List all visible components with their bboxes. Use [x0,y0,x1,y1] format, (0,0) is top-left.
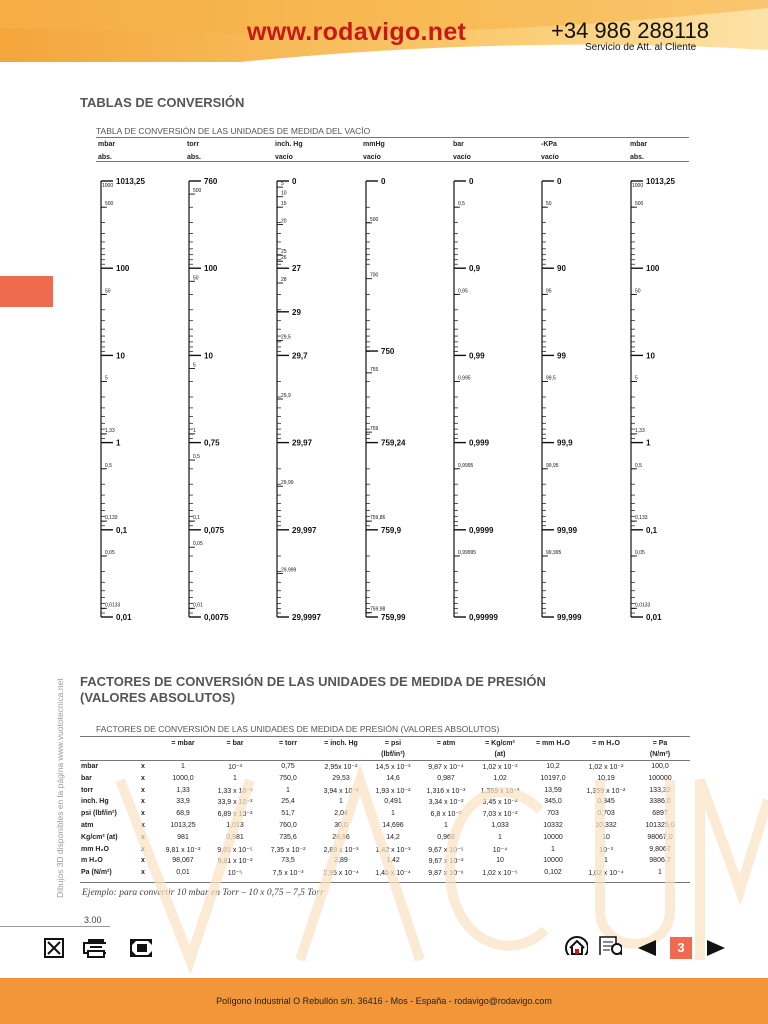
scale-minor-label: 0,0133 [635,602,651,609]
pressure-cell: 1,033 [491,822,509,829]
scale-minor-label: 5 [193,362,196,369]
pressure-cell: 30,0 [334,822,348,829]
multiply-sign: x [141,798,145,806]
pressure-cell: 1,33 [176,786,190,794]
scale-minor-label: 0,5 [635,462,642,469]
scale-minor-label: 0,0133 [105,602,121,609]
pressure-cell: 981 [177,833,189,841]
pressure-cell: 7,35 x 10⁻² [270,846,306,854]
scale-major-label: 759,9 [381,525,402,535]
pressure-cell: 2,04 [334,810,348,818]
multiply-sign: x [141,869,145,877]
pressure-column-header: = m H₂O [592,740,620,747]
scale-major-label: 0,1 [646,525,658,535]
scale-major-label: 759,24 [381,438,406,448]
scale-minor-label: 500 [370,216,379,223]
pressure-cell: 9,67 x 10⁻⁵ [428,846,464,854]
pressure-cell: 1 [391,810,395,818]
pressure-cell: 703 [547,810,559,818]
close-icon[interactable] [42,938,66,958]
scale-minor-label: 500 [635,201,644,208]
scale-minor-label: 25 [281,249,287,256]
scale-minor-label: 5 [635,375,638,382]
scale-major-label: 0,1 [116,525,128,535]
pressure-cell: 9806,7 [649,857,671,865]
pressure-cell: 10,19 [597,774,615,782]
scale-minor-label: 1000 [632,183,644,189]
pressure-cell: 0,987 [437,774,455,782]
scale-major-label: 1 [116,438,121,448]
pressure-cell: 28,96 [332,833,350,841]
pressure-column-subheader: (N/m²) [649,751,671,758]
scale-major-label: 0,01 [646,613,662,622]
pressure-cell: 735,6 [279,833,297,841]
scale-minor-label: 50 [546,201,552,208]
multiply-sign: x [141,763,145,770]
pressure-cell: 2,89 [334,857,348,865]
search-document-icon[interactable] [598,935,622,955]
column-unit: mbar [98,141,116,148]
pressure-cell: 13,59 [544,786,562,794]
pressure-cell: 0,75 [281,763,295,770]
column-mode: vacío [453,154,471,161]
scale-major-label: 0,0075 [204,613,229,622]
scale-minor-label: 99,5 [546,375,556,382]
scale-minor-label: 29,9 [281,393,291,399]
pressure-cell: 0,491 [384,798,402,806]
section-title-conversion-tables: TABLAS DE CONVERSIÓN [80,95,245,110]
pressure-cell: 1,02 [493,774,507,782]
pressure-cell: 0,703 [597,810,615,818]
pressure-cell: 1 [498,833,502,841]
column-mode: vacío [363,154,381,161]
scale-major-label: 1013,25 [646,177,675,186]
pressure-cell: 1013,25 [170,822,196,829]
pressure-column-subheader: (lbf/in²) [381,751,405,758]
column-unit: torr [187,141,200,148]
scale-minor-label: 0,95 [458,288,468,295]
pressure-cell: 1,02 x 10⁻⁴ [588,870,624,878]
scale-minor-label: 95 [546,288,552,295]
pressure-cell: 101325,0 [645,822,675,829]
pressure-cell: 33,9 x 10⁻³ [217,799,253,807]
pressure-cell: 10000 [543,857,563,865]
pressure-cell: 1000,0 [172,774,194,782]
pressure-cell: 73,5 [281,857,295,865]
pressure-column-header: = mbar [171,740,195,747]
pressure-row-label: m H₂O [81,857,103,865]
pressure-cell: 0,968 [437,833,455,841]
scale-minor-label: 755 [370,366,379,373]
scale-major-label: 1013,25 [116,177,145,186]
scale-minor-label: 0,9995 [458,462,474,469]
column-mode: abs. [187,154,202,161]
scale-minor-label: 500 [193,188,202,195]
scale-minor-label: 26 [281,255,287,262]
scale-major-label: 0,01 [116,613,132,622]
scale-major-label: 99,999 [557,613,582,622]
scale-major-label: 750 [381,347,395,357]
section-title-pressure-factors [80,674,680,706]
pressure-table-caption: FACTORES DE CONVERSIÓN DE LAS UNIDADES DE MEDIDA DE PRESIÓN (VALORES ABSOLUTOS) [96,724,500,734]
scale-major-label: 29,97 [292,438,313,448]
scale-minor-label: 10 [281,190,287,197]
pressure-column-header: = bar [226,740,244,747]
multiply-sign: x [141,845,145,853]
scale-minor-label: 15 [281,201,287,208]
scale-minor-label: 0,1 [193,515,200,522]
pressure-column-header: = inch. Hg [324,740,358,747]
scale-major-label: 10 [204,351,213,361]
column-unit: -KPa [541,141,557,148]
pressure-cell: 7,5 x 10⁻³ [272,870,304,878]
pressure-cell: 760,0 [279,822,297,829]
multiply-sign: x [141,810,145,818]
pressure-cell: 1 [339,798,343,806]
pressure-cell: 1 [444,822,448,829]
pressure-cell: 1 [286,786,290,794]
pressure-cell: 1,359 x 10⁻³ [480,787,520,795]
pressure-cell: 9,81 x 10⁻² [217,858,253,866]
scale-major-label: 0,75 [204,438,220,448]
pressure-row-label: Kg/cm² (at) [81,833,118,841]
scale-minor-label: 1,33 [105,427,115,434]
scale-minor-label: 50 [193,275,199,282]
pressure-cell: 25,4 [281,798,295,806]
scale-minor-label: 99,995 [546,549,562,556]
pressure-cell: 100,0 [651,763,669,770]
pressure-row-label: mm H₂O [81,845,110,853]
pressure-row-label: mbar [81,763,99,770]
scale-major-label: 29,997 [292,525,317,535]
pressure-column-header: = torr [278,740,298,747]
pressure-cell: 3,94 x 10⁻² [323,787,359,795]
footer [0,978,768,1024]
scale-major-label: 29,9997 [292,613,321,622]
pressure-cell: 6,8 x 10⁻² [430,811,462,819]
scale-minor-label: 1 [193,427,196,434]
pressure-cell: 9,81 x 10⁻² [165,846,201,854]
service-label: Servicio de Att. al Cliente [585,42,697,53]
scale-minor-label: 0,01 [193,602,203,609]
scale-minor-label: 1000 [102,183,114,189]
pressure-cell: 51,7 [281,810,295,818]
multiply-sign: x [141,822,145,829]
pressure-cell: 0,981 [226,833,244,841]
scale-major-label: 10 [116,351,125,361]
scale-minor-label: 500 [105,201,114,208]
divider [80,882,690,883]
print-icon[interactable] [82,938,106,958]
scale-minor-label: 20 [281,218,287,225]
pressure-cell: 345,0 [544,798,562,806]
column-mode: abs. [98,154,113,161]
pressure-cell: 14,696 [382,822,404,829]
scale-major-label: 100 [646,264,660,274]
pressure-cell: 9,87 x 10⁻⁶ [428,870,464,878]
pressure-cell: 1,013 [226,822,244,829]
pressure-cell: 9,67 x 10⁻² [428,858,464,866]
pressure-cell: 9,87 x 10⁻⁴ [428,764,464,771]
scale-minor-label: 700 [370,272,379,279]
scale-major-label: 29 [292,307,301,317]
pressure-cell: 10 [496,857,504,865]
column-mode: vacío [275,154,293,161]
pressure-cell: 10,2 [546,763,560,770]
column-mode: abs. [630,154,645,161]
scale-minor-label: 0,5 [458,201,465,208]
scale-major-label: 99,99 [557,525,578,535]
pressure-cell: 0,345 [597,798,615,806]
column-unit: mbar [630,141,648,148]
next-arrow-icon[interactable] [705,938,729,958]
pressure-cell: 2,95 x 10⁻⁴ [323,870,359,878]
pressure-row-label: torr [81,786,94,794]
pressure-column-header: = psi [384,740,402,747]
pressure-cell: 1,42 [386,857,400,865]
pressure-cell: 1,42 x 10⁻³ [375,846,411,854]
footer-address: Polígono Industrial O Rebullón s/n. 36416 - Mos - España - rodavigo@rodavigo.com [216,996,552,1006]
pressure-cell: 0,102 [544,869,562,877]
scale-minor-label: 99,95 [546,462,559,469]
scale-major-label: 760 [204,177,218,186]
pressure-cell: 10332 [543,822,563,829]
pressure-cell: 10⁻⁵ [227,870,243,878]
pressure-title-line1: FACTORES DE CONVERSIÓN DE LAS UNIDADES DE MEDIDA DE PRESIÓN [80,674,546,689]
pressure-cell: 10⁻⁴ [492,846,508,854]
scale-minor-label: 1,33 [635,427,645,434]
page-number-badge[interactable]: 3 [670,937,692,959]
pressure-cell: 98,067 [172,857,194,865]
pressure-column-header: = mm H₂O [535,740,571,747]
pressure-cell: 750,0 [279,774,297,782]
pressure-column-subheader: (at) [494,751,506,758]
pressure-cell: 14,2 [386,833,400,841]
scale-major-label: 99,9 [557,438,573,448]
pressure-cell: 14,6 [386,774,400,782]
pressure-row-label: inch. Hg [81,798,109,806]
scale-major-label: 0,999 [469,438,490,448]
pressure-cell: 10197,0 [540,774,566,782]
column-unit: inch. Hg [275,141,303,148]
pressure-row-label: Pa (N/m²) [81,869,112,877]
scale-minor-label: 50 [635,288,641,295]
home-icon[interactable] [564,935,588,955]
multiply-sign: x [141,786,145,794]
previous-arrow-icon[interactable] [636,938,660,958]
pressure-cell: 3386,0 [649,798,671,806]
scale-minor-label: 5 [281,181,284,188]
pressure-cell: 0,01 [176,869,190,877]
scale-minor-label: 0,05 [193,541,203,548]
scale-major-label: 90 [557,264,566,274]
scale-minor-label: 759 [370,426,379,433]
scale-major-label: 0 [381,177,386,186]
fullscreen-icon[interactable] [128,938,152,958]
pressure-cell: 1,316 x 10⁻³ [426,787,466,795]
pressure-cell: 10,332 [595,822,617,829]
scale-major-label: 759,99 [381,613,406,622]
pressure-cell: 1 [658,869,662,877]
scale-major-label: 99 [557,351,566,361]
pressure-cell: 1,02 x 10⁻⁵ [482,870,518,878]
pressure-cell: 1 [181,763,185,770]
pressure-cell: 6897 [652,810,668,818]
column-unit: mmHg [363,141,385,148]
pressure-cell: 7,03 x 10⁻² [482,811,518,819]
pressure-cell: 98067,0 [647,833,673,841]
phone-number: +34 986 288118 [551,18,710,43]
page-label: 3.00 [84,915,102,925]
pressure-row-label: psi (lbf/in²) [81,810,117,818]
scale-minor-label: 28 [281,277,287,284]
scale-minor-label: 0,995 [458,375,471,382]
scale-minor-label: 29,99 [281,480,294,487]
scale-minor-label: 5 [105,375,108,382]
pressure-cell: 10⁻³ [228,764,242,771]
pressure-cell: 1 [551,845,555,853]
scale-minor-label: 0,133 [635,515,648,522]
divider [80,736,690,737]
column-mode: vacío [541,154,559,161]
site-url[interactable]: www.rodavigo.net [247,18,467,46]
column-unit: bar [453,141,464,148]
scale-major-label: 100 [204,264,218,274]
pressure-cell: 3,34 x 10⁻² [428,799,464,807]
pressure-cell: 1 [604,857,608,865]
divider [0,926,110,927]
divider [80,760,690,761]
scale-major-label: 0,9999 [469,525,494,535]
scale-minor-label: 29,5 [281,334,291,341]
scale-major-label: 10 [646,351,655,361]
pressure-row-label: bar [81,774,92,782]
scale-minor-label: 29,999 [281,567,297,574]
pressure-cell: 1 [233,774,237,782]
scale-major-label: 0,99999 [469,613,498,622]
pressure-cell: 33,9 [176,798,190,806]
pressure-cell: 6,89 x 10⁻² [217,811,253,819]
conversion-example: Ejemplo: para convertir 10 mbar en Torr – 10 x 0,75 – 7,5 Torr [82,888,324,898]
pressure-cell: 1,45 x 10⁻⁴ [375,870,411,878]
pressure-cell: 9,81 x 10⁻⁵ [217,846,253,854]
scale-major-label: 0 [557,177,562,186]
pressure-cell: 1,359 x 10⁻² [586,787,626,795]
pressure-row-label: atm [81,822,94,829]
pressure-cell: 10⁻³ [599,846,613,854]
scale-minor-label: 0,5 [105,462,112,469]
pressure-cell: 68,9 [176,810,190,818]
scale-minor-label: 50 [105,288,111,295]
scale-minor-label: 759,86 [370,515,386,522]
scale-minor-label: 759,98 [370,606,386,613]
scale-major-label: 27 [292,264,301,274]
scale-major-label: 0,9 [469,264,481,274]
scale-minor-label: 0,133 [105,515,118,522]
pressure-cell: 10000 [543,833,563,841]
scale-major-label: 29,7 [292,351,308,361]
pressure-cell: 3,45 x 10⁻² [482,799,518,807]
pressure-column-header: = atm [436,740,456,747]
pressure-cell: 1,33 x 10⁻³ [217,787,253,795]
scale-major-label: 0 [292,177,297,186]
scale-major-label: 0,99 [469,351,485,361]
pressure-cell: 133,32 [649,786,671,794]
pressure-cell: 10 [602,833,610,841]
pressure-column-header: = Kg/cm² [485,740,515,747]
scale-major-label: 0 [469,177,474,186]
pressure-cell: 1,02 x 10⁻³ [482,764,518,771]
pressure-cell: 14,5 x 10⁻³ [375,764,411,771]
pressure-cell: 9,8067 [649,845,671,853]
multiply-sign: x [141,833,145,841]
multiply-sign: x [141,774,145,782]
pressure-title-line2: (VALORES ABSOLUTOS) [80,690,236,705]
pressure-cell: 100000 [648,774,672,782]
vacuum-table-caption: TABLA DE CONVERSIÓN DE LAS UNIDADES DE MEDIDA DEL VACÍO [96,126,371,136]
scale-major-label: 100 [116,264,130,274]
pressure-cell: 1,93 x 10⁻² [375,787,411,795]
scale-minor-label: 0,05 [635,549,645,556]
multiply-sign: x [141,857,145,865]
pressure-cell: 1,02 x 10⁻² [588,764,624,771]
scale-minor-label: 0,5 [193,454,200,461]
scale-major-label: 0,075 [204,525,225,535]
pressure-cell: 2,89 x 10⁻³ [323,846,359,854]
pressure-cell: 29,53 [332,774,350,782]
pressure-cell: 2,95x 10⁻² [324,764,358,771]
pressure-column-header: = Pa [652,740,668,747]
side-note-vertical[interactable]: Dibujos 3D disponibles en la página www.vuototecnica.net [55,678,65,898]
scale-minor-label: 0,05 [105,549,115,556]
scale-minor-label: 0,99995 [458,549,477,556]
scale-major-label: 1 [646,438,651,448]
